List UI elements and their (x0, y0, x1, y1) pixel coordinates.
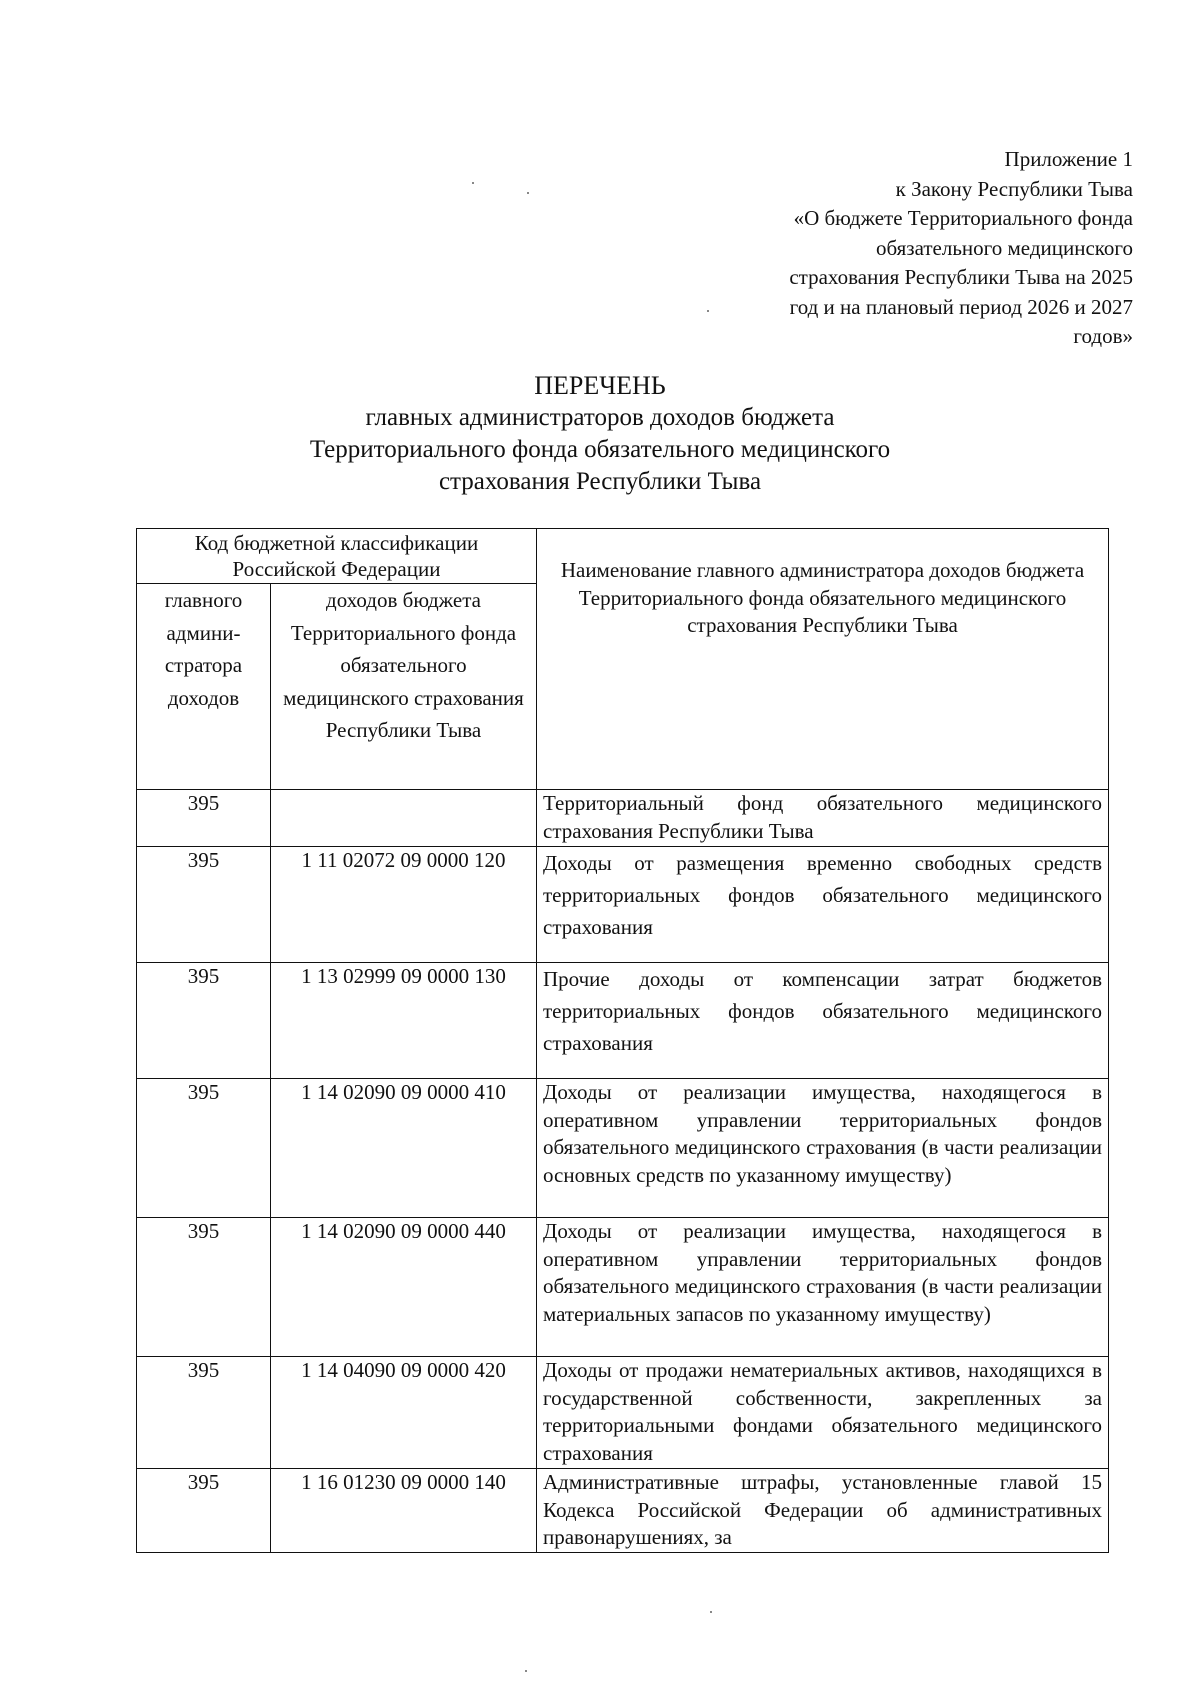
scan-speck (707, 310, 709, 312)
document-title (0, 370, 1200, 498)
title-main: ПЕРЕЧЕНЬ (534, 371, 666, 400)
table-row (137, 963, 1109, 1079)
income-code-cell: 1 14 02090 09 0000 410 (271, 1079, 537, 1218)
table-row (137, 1079, 1109, 1218)
table-row (137, 1357, 1109, 1469)
admin-code-cell: 395 (137, 847, 271, 963)
appendix-line: Приложение 1 (1004, 147, 1133, 171)
table-row (137, 1218, 1109, 1357)
admin-code-cell: 395 (137, 1218, 271, 1357)
income-code-cell: 1 11 02072 09 0000 120 (271, 847, 537, 963)
administrator-name-cell: Доходы от реализации имущества, находящегося в оперативном управлении территориальных фондов обязательного медицинского страхования (в части реализации материальных запасов по указанному имуществу) (537, 1218, 1109, 1357)
title-line: Территориального фонда обязательного медицинского (309, 436, 891, 463)
administrator-name-cell: Доходы от продажи нематериальных активов, находящихся в государственной собственности, закрепленных за территориальными фондами обязательного медицинского страхования (537, 1357, 1109, 1469)
revenue-administrators-table (136, 528, 1109, 1553)
admin-code-cell: 395 (137, 1079, 271, 1218)
table-row (137, 847, 1109, 963)
header-administrator-name: Наименование главного администратора доходов бюджета Территориального фонда обязательного медицинского страхования Республики Тыва (537, 529, 1109, 790)
admin-code-cell: 395 (137, 790, 271, 847)
title-line: страхования Республики Тыва (438, 468, 762, 495)
administrator-name-cell: Доходы от размещения временно свободных средств территориальных фондов обязательного медицинского страхования (537, 847, 1109, 963)
title-line: главных администраторов доходов бюджета (365, 404, 835, 431)
appendix-line: годов» (1073, 324, 1133, 348)
table-row (137, 1469, 1109, 1553)
scan-speck (710, 1611, 712, 1613)
administrator-name-cell: Прочие доходы от компенсации затрат бюджетов территориальных фондов обязательного медицинского страхования (537, 963, 1109, 1079)
income-code-cell: 1 13 02999 09 0000 130 (271, 963, 537, 1079)
income-code-cell (271, 790, 537, 847)
scan-speck (527, 192, 529, 194)
admin-code-cell: 395 (137, 1469, 271, 1553)
administrator-name-cell: Доходы от реализации имущества, находящегося в оперативном управлении территориальных фондов обязательного медицинского страхования (в части реализации основных средств по указанному имуществу) (537, 1079, 1109, 1218)
appendix-line: обязательного медицинского (875, 235, 1133, 260)
scan-speck (525, 1670, 527, 1672)
appendix-line: страхования Республики Тыва на 2025 (789, 265, 1133, 289)
income-code-cell: 1 14 02090 09 0000 440 (271, 1218, 537, 1357)
header-income-code: доходов бюджета Территориального фонда обязательного медицинского страхования Республики Тыва (271, 584, 537, 790)
header-admin-code: главного админи-стратора доходов (137, 584, 271, 790)
scan-speck (472, 182, 474, 184)
admin-code-cell: 395 (137, 963, 271, 1079)
appendix-header (713, 145, 1133, 352)
appendix-line: «О бюджете Территориального фонда (793, 206, 1133, 230)
income-code-cell: 1 16 01230 09 0000 140 (271, 1469, 537, 1553)
admin-code-cell: 395 (137, 1357, 271, 1469)
appendix-line: год и на плановый период 2026 и 2027 (789, 294, 1133, 319)
table-row (137, 790, 1109, 847)
administrator-name-cell: Административные штрафы, установленные главой 15 Кодекса Российской Федерации об административных правонарушениях, за (537, 1469, 1109, 1553)
income-code-cell: 1 14 04090 09 0000 420 (271, 1357, 537, 1469)
administrator-name-cell: Территориальный фонд обязательного медицинского страхования Республики Тыва (537, 790, 1109, 847)
appendix-line: к Закону Республики Тыва (895, 176, 1133, 201)
header-budget-classification: Код бюджетной классификации Российской Федерации (137, 529, 537, 584)
